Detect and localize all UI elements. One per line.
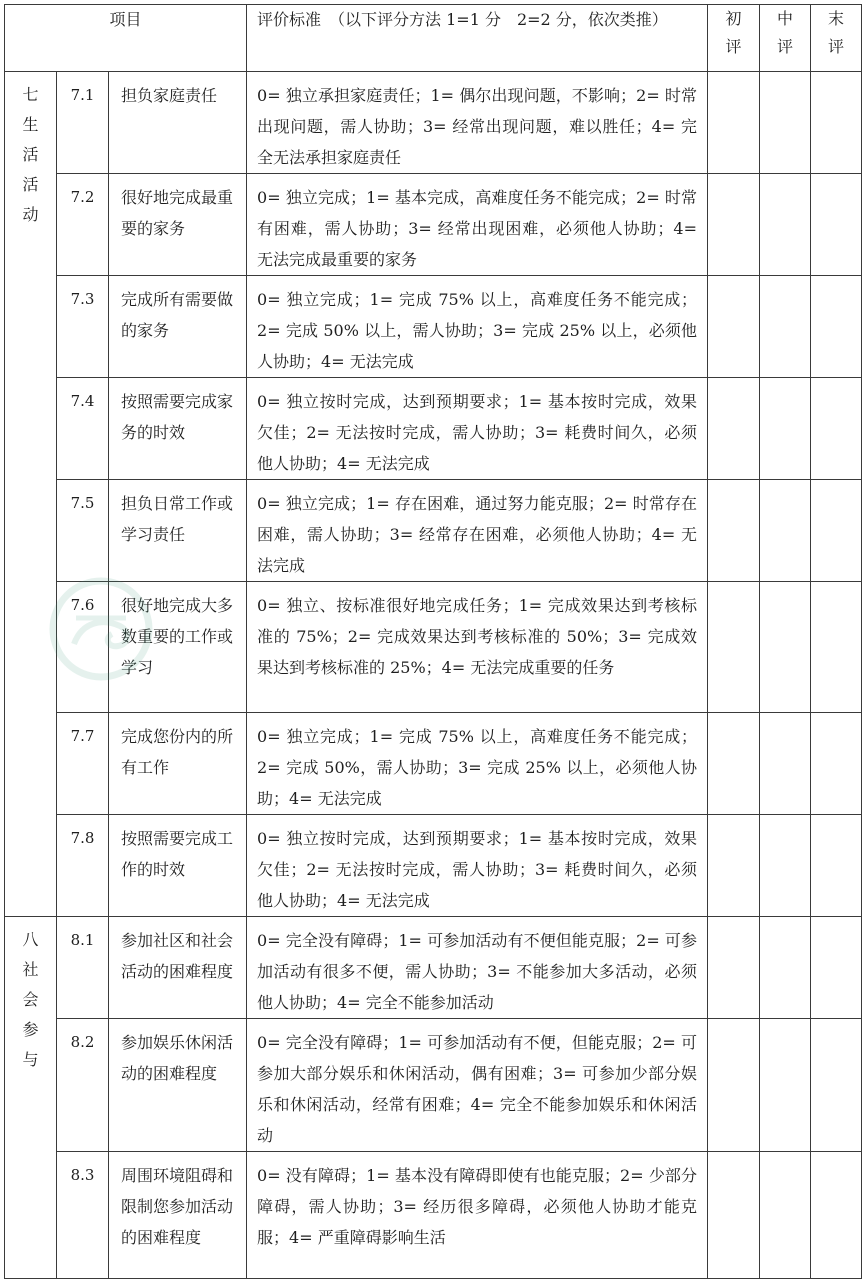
- table-row: [5, 713, 862, 815]
- score-final-cell[interactable]: [811, 582, 862, 713]
- score-initial-cell[interactable]: [708, 582, 760, 713]
- row-item: 担负日常工作或学习责任: [109, 480, 247, 582]
- score-initial-cell[interactable]: [708, 713, 760, 815]
- section-title-life: 七 生 活 活 动: [5, 72, 57, 917]
- score-final-cell[interactable]: [811, 72, 862, 174]
- row-number: 7.5: [57, 480, 109, 582]
- score-final-cell[interactable]: [811, 276, 862, 378]
- row-item: 按照需要完成工作的时效: [109, 815, 247, 917]
- score-final-cell[interactable]: [811, 480, 862, 582]
- page: [4, 4, 861, 1267]
- row-number: 8.3: [57, 1152, 109, 1279]
- row-criteria: 0= 独立、按标准很好地完成任务；1= 完成效果达到考核标准的 75%；2= 完成效果达到考核标准的 50%；3= 完成效果达到考核标准的 25%；4= 无法完成重要的任务: [247, 582, 708, 713]
- header-initial-eval: 初 评: [708, 5, 760, 72]
- score-initial-cell[interactable]: [708, 378, 760, 480]
- header-row: [5, 5, 862, 72]
- row-number: 7.6: [57, 582, 109, 713]
- row-number: 7.2: [57, 174, 109, 276]
- score-final-cell[interactable]: [811, 174, 862, 276]
- score-initial-cell[interactable]: [708, 276, 760, 378]
- score-mid-cell[interactable]: [760, 480, 811, 582]
- score-initial-cell[interactable]: [708, 174, 760, 276]
- header-mid-eval: 中 评: [760, 5, 811, 72]
- row-criteria: 0= 独立承担家庭责任；1= 偶尔出现问题，不影响；2= 时常出现问题，需人协助；3= 经常出现问题，难以胜任；4= 完全无法承担家庭责任: [247, 72, 708, 174]
- header-final-eval: 末 评: [811, 5, 862, 72]
- score-initial-cell[interactable]: [708, 72, 760, 174]
- section-title-social: 八 社 会 参 与: [5, 917, 57, 1279]
- score-initial-cell[interactable]: [708, 815, 760, 917]
- header-item: 项目: [5, 5, 247, 72]
- row-criteria: 0= 完全没有障碍；1= 可参加活动有不便，但能克服；2= 可参加大部分娱乐和休闲活动，偶有困难；3= 可参加少部分娱乐和休闲活动，经常有困难；4= 完全不能参加娱乐和休闲活动: [247, 1019, 708, 1152]
- score-mid-cell[interactable]: [760, 1019, 811, 1152]
- score-mid-cell[interactable]: [760, 713, 811, 815]
- score-final-cell[interactable]: [811, 713, 862, 815]
- row-item: 参加社区和社会活动的困难程度: [109, 917, 247, 1019]
- score-mid-cell[interactable]: [760, 174, 811, 276]
- row-number: 7.3: [57, 276, 109, 378]
- assessment-table: [4, 4, 862, 1279]
- table-row: [5, 1152, 862, 1279]
- row-criteria: 0= 没有障碍；1= 基本没有障碍即使有也能克服；2= 少部分障碍，需人协助；3= 经历很多障碍，必须他人协助才能克服；4= 严重障碍影响生活: [247, 1152, 708, 1279]
- score-mid-cell[interactable]: [760, 276, 811, 378]
- row-number: 7.7: [57, 713, 109, 815]
- score-final-cell[interactable]: [811, 1152, 862, 1279]
- row-item: 周围环境阻碍和限制您参加活动的困难程度: [109, 1152, 247, 1279]
- score-mid-cell[interactable]: [760, 917, 811, 1019]
- row-criteria: 0= 独立完成；1= 存在困难，通过努力能克服；2= 时常存在困难，需人协助；3= 经常存在困难，必须他人协助；4= 无法完成: [247, 480, 708, 582]
- table-row: [5, 378, 862, 480]
- row-criteria: 0= 完全没有障碍；1= 可参加活动有不便但能克服；2= 可参加活动有很多不便，需人协助；3= 不能参加大多活动，必须他人协助；4= 完全不能参加活动: [247, 917, 708, 1019]
- score-mid-cell[interactable]: [760, 1152, 811, 1279]
- row-criteria: 0= 独立按时完成，达到预期要求；1= 基本按时完成，效果欠佳；2= 无法按时完成，需人协助；3= 耗费时间久，必须他人协助；4= 无法完成: [247, 378, 708, 480]
- header-criteria: 评价标准 （以下评分方法 1=1 分 2=2 分，依次类推）: [247, 5, 708, 72]
- score-initial-cell[interactable]: [708, 480, 760, 582]
- row-item: 完成所有需要做的家务: [109, 276, 247, 378]
- score-mid-cell[interactable]: [760, 815, 811, 917]
- score-initial-cell[interactable]: [708, 1019, 760, 1152]
- table-row: [5, 276, 862, 378]
- row-number: 7.8: [57, 815, 109, 917]
- table-row: [5, 174, 862, 276]
- row-criteria: 0= 独立完成；1= 完成 75% 以上，高难度任务不能完成；2= 完成 50%，需人协助；3= 完成 25% 以上，必须他人协助；4= 无法完成: [247, 713, 708, 815]
- table-row: [5, 480, 862, 582]
- table-row: [5, 917, 862, 1019]
- row-criteria: 0= 独立按时完成，达到预期要求；1= 基本按时完成，效果欠佳；2= 无法按时完成，需人协助；3= 耗费时间久，必须他人协助；4= 无法完成: [247, 815, 708, 917]
- row-item: 很好地完成最重要的家务: [109, 174, 247, 276]
- row-number: 8.2: [57, 1019, 109, 1152]
- score-mid-cell[interactable]: [760, 378, 811, 480]
- row-criteria: 0= 独立完成；1= 基本完成，高难度任务不能完成；2= 时常有困难，需人协助；3= 经常出现困难，必须他人协助；4= 无法完成最重要的家务: [247, 174, 708, 276]
- row-number: 7.1: [57, 72, 109, 174]
- table-row: [5, 815, 862, 917]
- score-mid-cell[interactable]: [760, 72, 811, 174]
- score-final-cell[interactable]: [811, 1019, 862, 1152]
- row-number: 8.1: [57, 917, 109, 1019]
- row-item: 很好地完成大多数重要的工作或学习: [109, 582, 247, 713]
- row-item: 担负家庭责任: [109, 72, 247, 174]
- table-row: [5, 72, 862, 174]
- score-initial-cell[interactable]: [708, 917, 760, 1019]
- row-item: 按照需要完成家务的时效: [109, 378, 247, 480]
- score-mid-cell[interactable]: [760, 582, 811, 713]
- score-final-cell[interactable]: [811, 917, 862, 1019]
- row-number: 7.4: [57, 378, 109, 480]
- score-final-cell[interactable]: [811, 378, 862, 480]
- score-final-cell[interactable]: [811, 815, 862, 917]
- row-item: 参加娱乐休闲活动的困难程度: [109, 1019, 247, 1152]
- row-criteria: 0= 独立完成；1= 完成 75% 以上，高难度任务不能完成；2= 完成 50% 以上，需人协助；3= 完成 25% 以上，必须他人协助；4= 无法完成: [247, 276, 708, 378]
- table-row: [5, 1019, 862, 1152]
- score-initial-cell[interactable]: [708, 1152, 760, 1279]
- row-item: 完成您份内的所有工作: [109, 713, 247, 815]
- table-row: [5, 582, 862, 713]
